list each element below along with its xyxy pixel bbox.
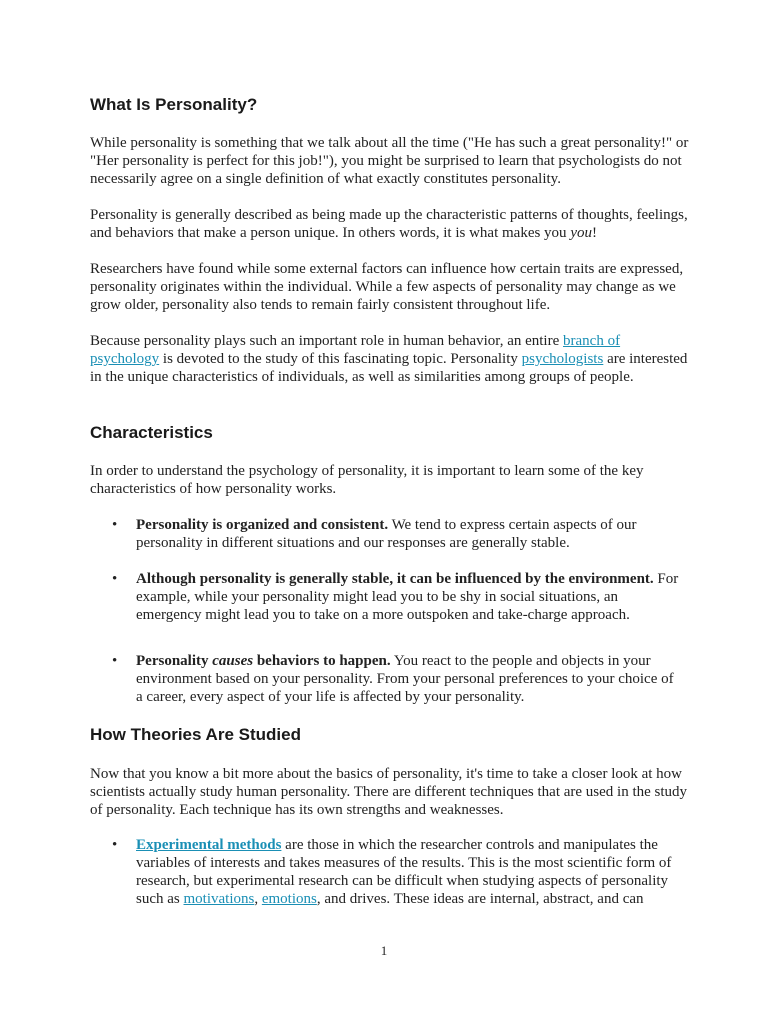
heading-characteristics: Characteristics bbox=[90, 423, 213, 442]
bullet-marker: • bbox=[112, 517, 118, 533]
bullet-marker: • bbox=[112, 571, 118, 587]
bullet-marker: • bbox=[112, 837, 118, 853]
link-emotions[interactable]: emotions bbox=[261, 891, 317, 907]
bullet-marker: • bbox=[112, 653, 118, 669]
paragraph-1: While personality is something that we talk about all the time ("He has such a great personality!" or "Her personality is perfect for this job!"), you might be surprised to learn that psychologists do not necessarily agree on a single definition of what exactly constitutes personality. bbox=[90, 135, 689, 187]
list-item-experimental-methods: Experimental methods are those in which the researcher controls and manipulates the variables of interests and takes measures of the results. This is the most scientific form of research, but experimental research can be difficult when studying aspects of personality such as motivations, emotions, and drives. These ideas are internal, abstract, and can bbox=[136, 837, 672, 907]
link-branch-of-psychology[interactable]: branch of psychology bbox=[90, 333, 621, 367]
link-experimental-methods[interactable]: Experimental methods bbox=[136, 837, 282, 853]
paragraph-6: Now that you know a bit more about the basics of personality, it's time to take a closer look at how scientists actually study human personality. There are different techniques that are used in the study of personality. Each technique has its own strengths and weaknesses. bbox=[90, 766, 688, 818]
heading-how-theories-are-studied: How Theories Are Studied bbox=[90, 725, 301, 744]
paragraph-3: Researchers have found while some external factors can influence how certain traits are expressed, personality originates within the individual. While a few aspects of personality may change as we grow older, personality also tends to remain fairly consistent throughout life. bbox=[90, 261, 684, 313]
heading-what-is-personality: What Is Personality? bbox=[90, 95, 258, 114]
link-motivations[interactable]: motivations bbox=[183, 891, 255, 907]
list-item-organized: Personality is organized and consistent. We tend to express certain aspects of our personality in different situations and our responses are generally stable. bbox=[136, 517, 637, 551]
page-number: 1 bbox=[380, 943, 388, 958]
paragraph-4: Because personality plays such an important role in human behavior, an entire branch of psychology is devoted to the study of this fascinating topic. Personality psychologists are interested in the unique characteristics of individuals, as well as similarities among groups of people. bbox=[90, 333, 688, 385]
list-item-environment: Although personality is generally stable, it can be influenced by the environment. For example, while your personality might lead you to be shy in social situations, an emergency might lead you to take on a more outspoken and take-charge approach. bbox=[136, 571, 679, 623]
list-item-causes-behaviors: Personality causes behaviors to happen. You react to the people and objects in your environment based on your personality. From your personal preferences to your choice of a career, every aspect of your life is affected by your personality. bbox=[136, 653, 674, 705]
paragraph-5: In order to understand the psychology of personality, it is important to learn some of the key characteristics of how personality works. bbox=[90, 463, 644, 497]
link-psychologists[interactable]: psychologists bbox=[521, 351, 604, 367]
paragraph-2: Personality is generally described as being made up the characteristic patterns of thoughts, feelings, and behaviors that make a person unique. In others words, it is what makes you you! bbox=[90, 207, 688, 241]
